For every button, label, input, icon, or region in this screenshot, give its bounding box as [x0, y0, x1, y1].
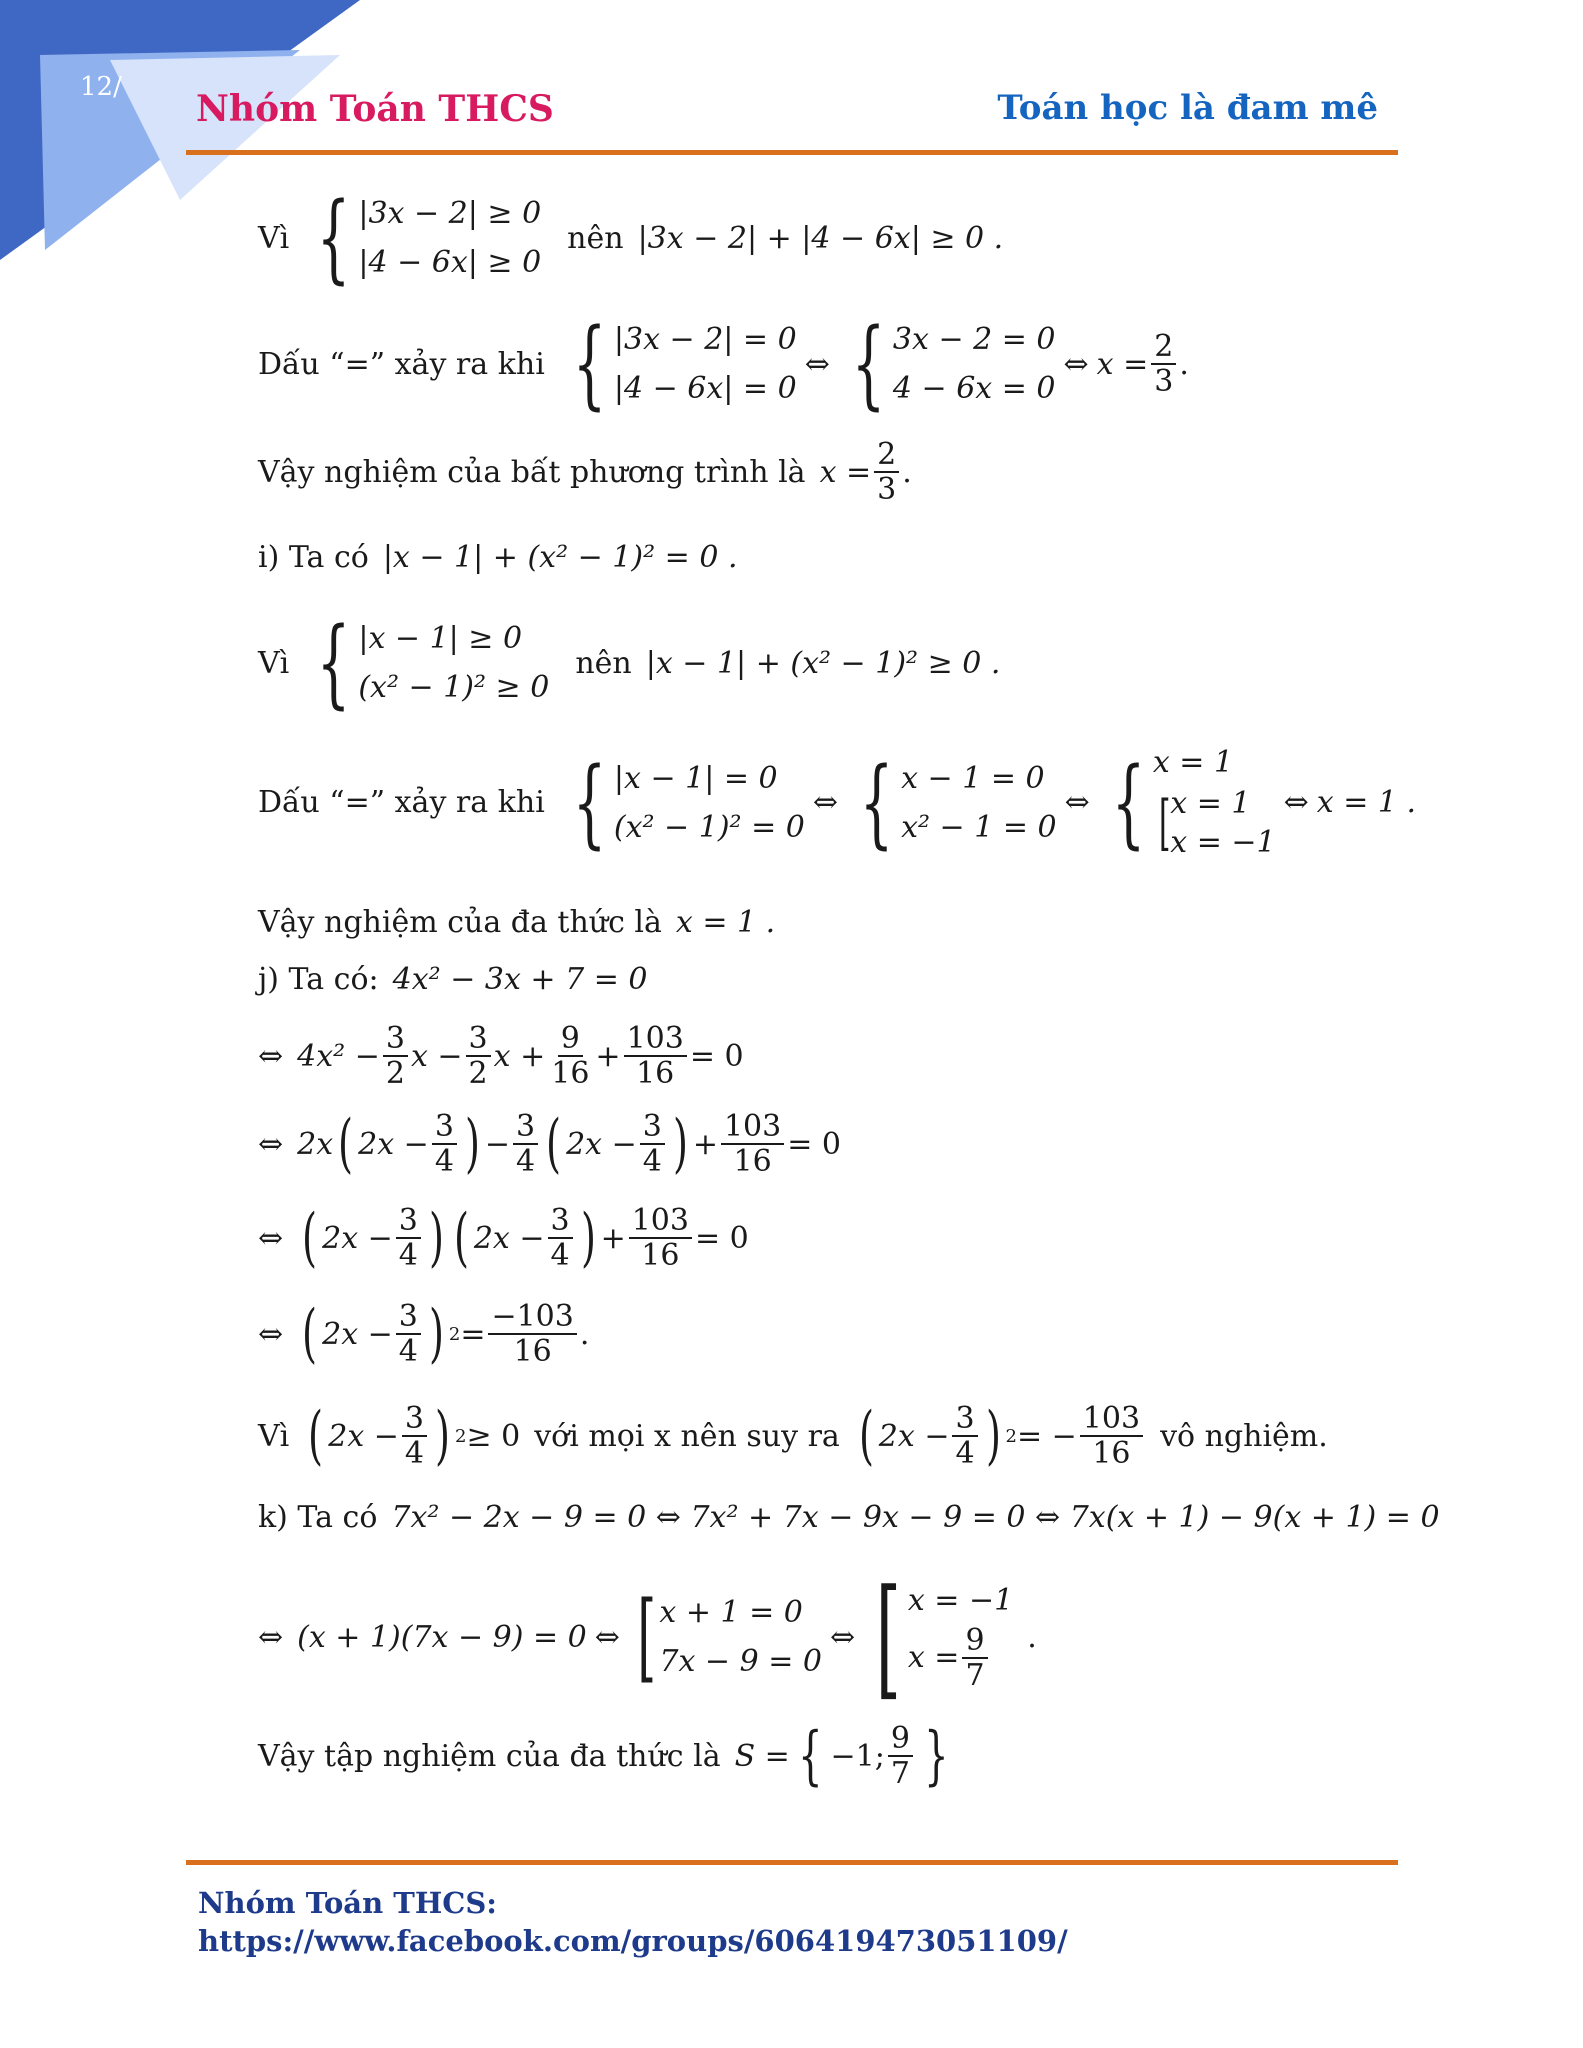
num: −103 — [488, 1300, 576, 1335]
math: x − — [410, 1038, 463, 1074]
den: 7 — [965, 1657, 985, 1693]
num: 3 — [513, 1110, 538, 1145]
paren: ( — [453, 1201, 469, 1275]
math: |3x − 2| ≥ 0 — [358, 196, 542, 231]
num: 3 — [952, 1402, 977, 1437]
num: 3 — [402, 1402, 427, 1437]
dot: . — [902, 454, 912, 490]
iff: ⇔ — [829, 1619, 856, 1655]
j-step4 — [258, 1297, 590, 1371]
num: 3 — [432, 1110, 457, 1145]
iff: ⇔ — [258, 1316, 284, 1352]
math: |x − 1| + (x² − 1)² = 0 . — [382, 540, 738, 575]
j-step3 — [258, 1201, 749, 1275]
num: 103 — [721, 1110, 784, 1145]
brace: { — [797, 1719, 823, 1793]
den: 4 — [955, 1436, 975, 1471]
math: = 0 — [787, 1126, 841, 1162]
math: x² − 1 = 0 — [901, 809, 1057, 845]
den: 4 — [404, 1436, 425, 1471]
num: 3 — [396, 1300, 421, 1335]
math: (x + 1)(7x − 9) = 0 — [297, 1619, 587, 1655]
math: |4 − 6x| ≥ 0 — [358, 245, 542, 280]
iff: ⇔ — [258, 1126, 284, 1162]
num: 2 — [1151, 330, 1176, 365]
math: 2x − — [566, 1126, 637, 1162]
math: x = — [819, 454, 872, 490]
num: 3 — [383, 1022, 408, 1057]
iff: ⇔ — [258, 1038, 284, 1074]
paren: ( — [338, 1107, 354, 1181]
den: 16 — [551, 1056, 590, 1091]
math: + — [692, 1126, 718, 1162]
text: với mọi x nên suy ra — [534, 1418, 840, 1454]
den: 2 — [385, 1056, 405, 1091]
text: Vì — [258, 220, 290, 256]
math: ≥ 0 — [466, 1418, 521, 1454]
math: x = −1 — [907, 1582, 1014, 1618]
math: = − — [1016, 1418, 1077, 1454]
math: x = — [907, 1640, 960, 1675]
iff: ⇔ — [1064, 785, 1090, 820]
k-factor-line: ⇔ (x + 1)(7x − 9) = 0 ⇔ [ x + 1 = 0 7x − 9 = 0 ⇔ [ x = −1 x = $\frac{9}{7}$ . — [258, 1561, 1037, 1713]
num: 3 — [640, 1110, 665, 1145]
math: |x − 1| ≥ 0 — [358, 621, 523, 656]
den: 2 — [468, 1056, 488, 1091]
h-why-line: Vì { |3x − 2| ≥ 0 |4 − 6x| ≥ 0 nên |3x − 2| + |4 − 6x| ≥ 0 . — [258, 182, 1004, 294]
text: Vậy nghiệm của đa thức là — [258, 905, 662, 940]
paren: ( — [546, 1107, 562, 1181]
iff: ⇔ — [812, 785, 838, 820]
math: 2x − — [322, 1316, 393, 1352]
math: x = −1 — [1170, 825, 1276, 860]
text: Vậy tập nghiệm của đa thức là — [258, 1738, 721, 1774]
math: + — [595, 1038, 621, 1074]
math: x = 1 . — [675, 905, 776, 940]
paren: ) — [985, 1399, 1001, 1473]
math: x = 1 — [1170, 786, 1251, 821]
text: nên — [567, 220, 624, 256]
num: 2 — [874, 438, 899, 473]
text: Dấu “=” xảy ra khi — [258, 346, 545, 382]
iff: ⇔ — [594, 1619, 620, 1655]
text: Vậy nghiệm của bất phương trình là — [258, 454, 806, 490]
math: |x − 1| = 0 — [613, 760, 778, 796]
den: 16 — [1092, 1436, 1131, 1471]
paren: ( — [308, 1399, 324, 1473]
paren: ( — [302, 1201, 318, 1275]
math: 2x − — [328, 1418, 399, 1454]
math: 3x − 2 = 0 — [892, 322, 1056, 357]
iff: ⇔ — [804, 346, 830, 382]
math: |x − 1| + (x² − 1)² ≥ 0 . — [645, 645, 1001, 681]
exponent: 2 — [1005, 1425, 1017, 1447]
footer-link[interactable]: https://www.facebook.com/groups/606419473051109/ — [198, 1924, 1068, 1958]
math: 4 − 6x = 0 — [892, 371, 1056, 406]
num: 9 — [888, 1722, 913, 1757]
exponent: 2 — [454, 1425, 467, 1447]
math: x − 1 = 0 — [901, 760, 1045, 796]
exponent: 2 — [448, 1323, 461, 1345]
h-conclusion — [258, 438, 912, 506]
den: 7 — [890, 1756, 910, 1791]
num: 9 — [558, 1022, 583, 1057]
k-intro — [258, 1500, 1440, 1535]
iff: ⇔ — [1063, 346, 1089, 382]
den: 16 — [513, 1334, 552, 1369]
math: (x² − 1)² ≥ 0 — [358, 670, 550, 705]
math: − — [484, 1126, 511, 1162]
math: 4x² − — [297, 1038, 380, 1074]
num: 103 — [629, 1204, 692, 1239]
math: 7x − 9 = 0 — [659, 1644, 822, 1679]
math: + — [600, 1220, 626, 1256]
math: 2x − — [473, 1220, 545, 1256]
k-conclusion — [258, 1719, 957, 1793]
text: vô nghiệm. — [1160, 1418, 1328, 1454]
iff: ⇔ — [1283, 785, 1309, 820]
math: S = — [734, 1738, 790, 1774]
iff: ⇔ — [258, 1619, 284, 1655]
num: 103 — [1080, 1402, 1143, 1437]
num: 3 — [466, 1022, 491, 1057]
text: Vì — [258, 1418, 290, 1454]
math: x = 1 . — [1316, 785, 1417, 820]
paren: ) — [435, 1399, 450, 1473]
num: 9 — [962, 1624, 987, 1659]
den: 3 — [877, 472, 897, 507]
math: 2x − — [878, 1418, 950, 1454]
paren: ( — [858, 1399, 874, 1473]
brace: } — [924, 1719, 949, 1793]
math: x = — [1096, 346, 1149, 382]
math: = 0 — [689, 1038, 744, 1074]
dot: . — [579, 1316, 590, 1352]
header-rule — [186, 150, 1398, 155]
math: x + — [493, 1038, 546, 1074]
paren: ) — [464, 1107, 480, 1181]
math: 4x² − 3x + 7 = 0 — [392, 962, 648, 997]
math: |3x − 2| + |4 − 6x| ≥ 0 . — [637, 220, 1004, 256]
j-step2 — [258, 1107, 841, 1181]
math: = — [460, 1316, 486, 1352]
dot: . — [1179, 346, 1189, 382]
den: 16 — [636, 1056, 675, 1091]
h-equality-line: Dấu “=” xảy ra khi { |3x − 2| = 0 |4 − 6x| = 0 ⇔ { 3x − 2 = 0 4 − 6x = 0 ⇔ x = $\frac{2}{3}$ . — [258, 308, 1189, 420]
paren: ) — [580, 1201, 596, 1275]
num: 3 — [396, 1204, 421, 1239]
den: 16 — [641, 1238, 680, 1273]
j-intro — [258, 962, 647, 997]
page-number: 12/ — [80, 72, 122, 102]
num: 103 — [624, 1022, 687, 1057]
paren: ) — [672, 1107, 688, 1181]
den: 4 — [434, 1144, 454, 1179]
den: 4 — [550, 1238, 570, 1273]
math: 2x — [297, 1126, 334, 1162]
num: 3 — [548, 1204, 573, 1239]
i-why-line: Vì { |x − 1| ≥ 0 (x² − 1)² ≥ 0 nên |x − 1| + (x² − 1)² ≥ 0 . — [258, 607, 1001, 719]
den: 3 — [1154, 364, 1174, 399]
iff: ⇔ — [258, 1220, 284, 1256]
dot: . — [1027, 1619, 1037, 1655]
text: Dấu “=” xảy ra khi — [258, 785, 545, 820]
den: 4 — [516, 1144, 536, 1179]
paren: ) — [428, 1201, 444, 1275]
math: x + 1 = 0 — [659, 1595, 803, 1630]
den: 4 — [642, 1144, 662, 1179]
text: nên — [575, 645, 632, 681]
text: k) Ta có — [258, 1500, 378, 1535]
math: 2x − — [322, 1220, 393, 1256]
i-conclusion — [258, 905, 775, 940]
math: 7x² − 2x − 9 = 0 ⇔ 7x² + 7x − 9x − 9 = 0 ⇔ 7x(x + 1) − 9(x + 1) = 0 — [391, 1500, 1440, 1535]
math: |3x − 2| = 0 — [613, 322, 797, 357]
text: j) Ta có: — [258, 962, 379, 997]
brand-title: Nhóm Toán THCS — [196, 88, 554, 130]
footer-group-name: Nhóm Toán THCS: — [198, 1886, 497, 1920]
den: 16 — [733, 1144, 772, 1179]
j-step1 — [258, 1022, 744, 1090]
math: |4 − 6x| = 0 — [613, 371, 797, 406]
paren: ) — [428, 1297, 444, 1371]
i-intro — [258, 540, 738, 575]
tagline: Toán học là đam mê — [997, 88, 1378, 128]
j-why-line — [258, 1399, 1328, 1473]
math: = 0 — [694, 1220, 749, 1256]
i-equality-line: Dấu “=” xảy ra khi { |x − 1| = 0 (x² − 1)² = 0 ⇔ { x − 1 = 0 x² − 1 = 0 ⇔ { x = 1 [ x = 1 x = −1 ⇔ x = 1 . — [258, 745, 1417, 860]
math: x = 1 — [1152, 745, 1234, 780]
text: i) Ta có — [258, 540, 369, 575]
math: 2x − — [358, 1126, 429, 1162]
den: 4 — [398, 1238, 418, 1273]
paren: ( — [302, 1297, 318, 1371]
math: −1; — [830, 1738, 885, 1774]
math: (x² − 1)² = 0 — [613, 809, 805, 845]
footer-rule — [186, 1860, 1398, 1865]
den: 4 — [398, 1334, 418, 1369]
text: Vì — [258, 645, 290, 681]
